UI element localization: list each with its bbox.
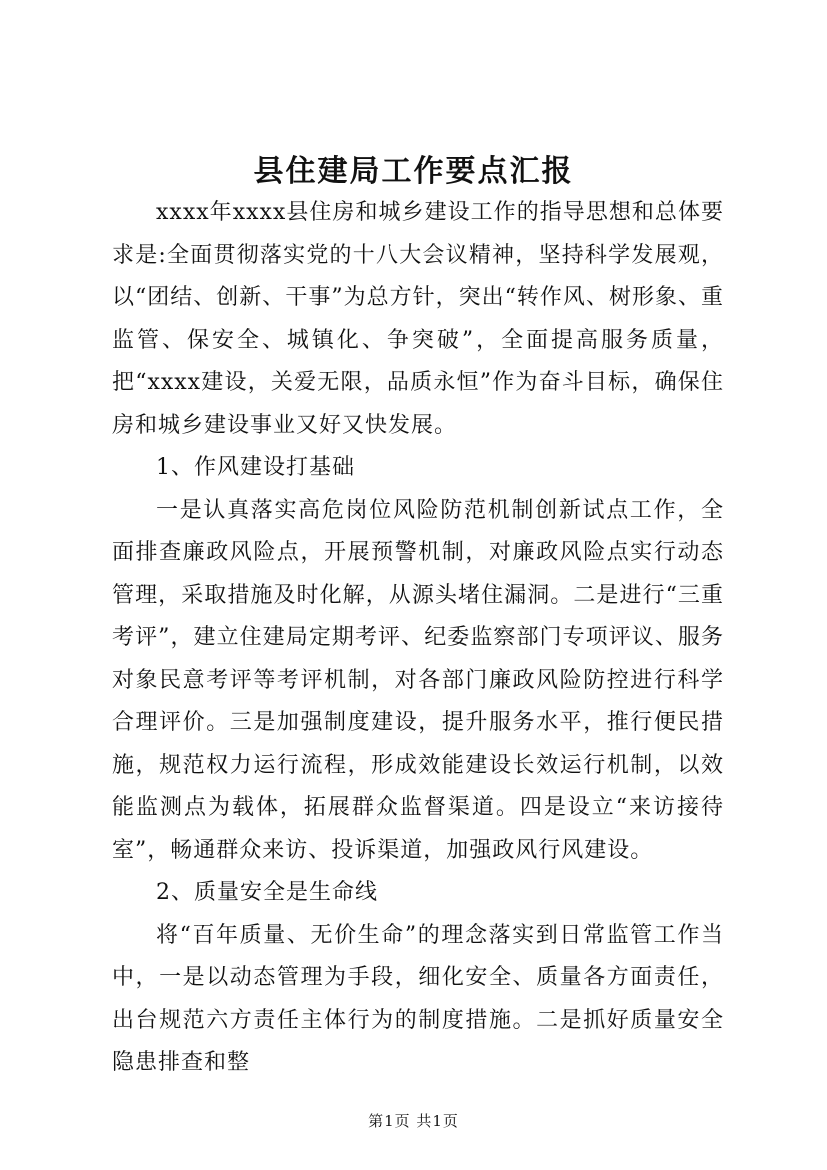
document-body — [112, 192, 724, 1085]
page-footer: 第1页 共1页 — [368, 1112, 459, 1130]
section-heading-1: 1、作风建设打基础 — [156, 455, 355, 480]
paragraph-intro: xxxx年xxxx县住房和城乡建设工作的指导思想和总体要求是:全面贯彻落实党的十八大会议精神，坚持科学发展观，以“团结、创新、干事”为总方针，突出“转作风、树形象、重监管、保安全、城镇化、争突破”，全面提高服务质量，把“xxxx建设，关爱无限，品质永恒”作为奋斗目标，确保住房和城乡建设事业又好又快发展。 — [112, 200, 724, 438]
document-title: 县住建局工作要点汇报 — [253, 154, 574, 189]
paragraph-section-1: 一是认真落实高危岗位风险防范机制创新试点工作，全面排查廉政风险点，开展预警机制，对廉政风险点实行动态管理，采取措施及时化解，从源头堵住漏洞。二是进行“三重考评”，建立住建局定期考评、纪委监察部门专项评议、服务对象民意考评等考评机制，对各部门廉政风险防控进行科学合理评价。三是加强制度建设，提升服务水平，推行便民措施，规范权力运行流程，形成效能建设长效运行机制，以效能监测点为载体，拓展群众监督渠道。四是设立“来访接待室”，畅通群众来访、投诉渠道，加强政风行风建设。 — [112, 497, 724, 863]
paragraph-section-2: 将“百年质量、无价生命”的理念落实到日常监管工作当中，一是以动态管理为手段，细化安全、质量各方面责任，出台规范六方责任主体行为的制度措施。二是抓好质量安全隐患排查和整 — [112, 922, 724, 1075]
section-heading-2: 2、质量安全是生命线 — [156, 880, 378, 905]
